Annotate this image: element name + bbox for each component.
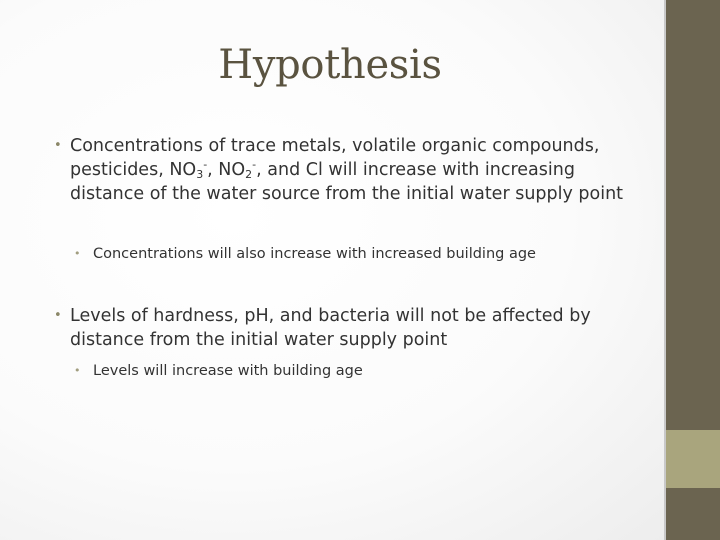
bullet-text: Levels of hardness, pH, and bacteria will not be affected by distance from the initial water supply point xyxy=(70,306,591,350)
bullet-dot: • xyxy=(54,138,62,153)
bullet-concentrations xyxy=(48,134,648,206)
subbullet-text: Levels will increase with building age xyxy=(93,363,363,379)
subbullet-building-age-levels xyxy=(72,361,642,381)
side-decor-accent xyxy=(666,430,720,488)
bullet-dot: • xyxy=(54,308,62,323)
bullet-levels xyxy=(48,304,648,352)
subbullet-text: Concentrations will also increase with increased building age xyxy=(93,246,536,262)
bullet-text: Concentrations of trace metals, volatile organic compounds, pesticides, $NO_3^-$, $NO_2^-$, and Cl will increase with increasing distance of the water source from the initial water supply point xyxy=(70,136,624,204)
subbullet-dot: • xyxy=(74,247,81,260)
subbullet-dot: • xyxy=(74,364,81,377)
slide-title: Hypothesis xyxy=(218,42,442,88)
subbullet-building-age-concentrations xyxy=(72,244,642,264)
